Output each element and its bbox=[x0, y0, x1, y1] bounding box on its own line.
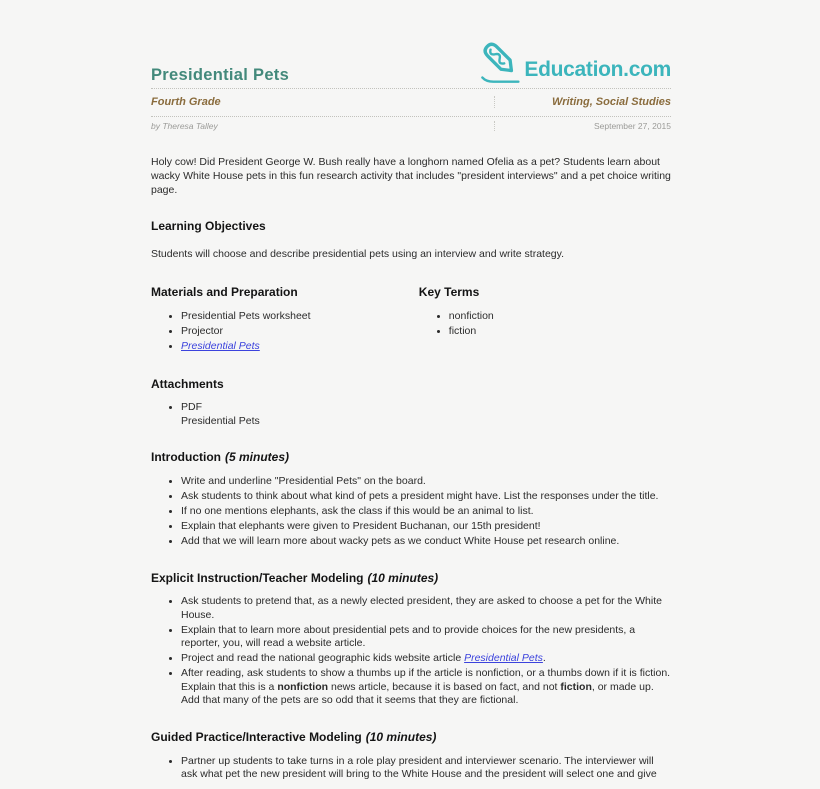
section-explicit-instruction bbox=[151, 572, 671, 708]
attachment-type: PDF bbox=[181, 401, 202, 414]
list-item bbox=[181, 340, 419, 354]
heading-time: (5 minutes) bbox=[224, 450, 289, 465]
presidential-pets-link[interactable]: Presidential Pets bbox=[464, 652, 543, 665]
section-learning-objectives bbox=[151, 220, 671, 261]
text-segment: Project and read the national geographic kids website article bbox=[181, 652, 465, 665]
lesson-description: Holy cow! Did President George W. Bush really have a longhorn named Ofelia as a pet? Students learn about wacky White House pets in this fun research activity that includes "president interviews" and a pet choice writing page. bbox=[151, 156, 671, 196]
attachment-name: Presidential Pets bbox=[181, 414, 260, 427]
heading-text: Introduction bbox=[151, 450, 221, 465]
guided-practice-heading bbox=[151, 731, 671, 745]
key-terms-heading: Key Terms bbox=[418, 284, 480, 299]
key-terms-column bbox=[419, 286, 671, 355]
list-item bbox=[181, 667, 671, 708]
presidential-pets-link[interactable]: Presidential Pets bbox=[181, 339, 260, 352]
meta-row-byline-date bbox=[151, 117, 671, 133]
text-segment: Ask students to pretend that, as a newly elected president, they are asked to choose a pet for the White House. bbox=[181, 595, 662, 621]
section-attachments bbox=[151, 378, 671, 429]
list-item: • Write and underline "Presidential Pets" on the board. bbox=[181, 475, 671, 489]
list-item: • Explain that elephants were given to President Buchanan, our 15th president! bbox=[181, 520, 671, 534]
key-terms-list bbox=[419, 310, 671, 339]
list-item: • fiction bbox=[449, 325, 671, 339]
list-item: • Add that we will learn more about wacky pets as we conduct White House pet research online. bbox=[181, 535, 671, 549]
guided-practice-list bbox=[151, 755, 671, 782]
list-item: • Projector bbox=[181, 325, 419, 339]
text-segment: Explain that to learn more about presidential pets and to provide choices for the new presidents, a reporter, you, will read a website article. bbox=[181, 623, 636, 650]
learning-objectives-text: Students will choose and describe presidential pets using an interview and write strategy. bbox=[151, 247, 565, 260]
introduction-heading bbox=[151, 451, 671, 465]
text-segment: , or made up. Add that many of the pets are so odd that it seems that they are fictional. bbox=[181, 680, 654, 707]
heading-time: (10 minutes) bbox=[365, 729, 437, 744]
materials-list bbox=[151, 310, 419, 354]
document-content bbox=[151, 38, 671, 783]
grade-label: Fourth Grade bbox=[151, 96, 221, 108]
attachment-item bbox=[181, 401, 671, 428]
attachments-heading: Attachments bbox=[151, 376, 224, 391]
list-item: • Presidential Pets worksheet bbox=[181, 310, 419, 324]
heading-text: Explicit Instruction/Teacher Modeling bbox=[151, 570, 364, 585]
explicit-instruction-heading bbox=[151, 572, 671, 586]
subjects-label: Writing, Social Studies bbox=[552, 96, 671, 108]
publish-date: September 27, 2015 bbox=[593, 121, 671, 131]
list-item: • Partner up students to take turns in a role play president and interviewer scenario. The interviewer will ask what pet the new president will bring to the White House and the president will select one and give bbox=[181, 755, 671, 782]
materials-column bbox=[151, 286, 419, 355]
education-com-logo bbox=[475, 36, 671, 84]
document-header bbox=[151, 38, 671, 88]
list-item bbox=[181, 624, 671, 651]
author-byline: by Theresa Talley bbox=[151, 121, 218, 131]
section-guided-practice bbox=[151, 731, 671, 782]
text-segment: news article, because it is based on fact, and not bbox=[328, 680, 561, 693]
list-item: • If no one mentions elephants, ask the class if this would be an animal to list. bbox=[181, 505, 671, 519]
heading-text: Guided Practice/Interactive Modeling bbox=[151, 729, 362, 744]
page-title: Presidential Pets bbox=[151, 66, 290, 84]
pencil-scribble-icon bbox=[475, 36, 523, 84]
list-item: • Ask students to think about what kind of pets a president might have. List the responses under the title. bbox=[181, 490, 671, 504]
text-segment: . bbox=[542, 652, 546, 665]
list-item: • nonfiction bbox=[449, 310, 671, 324]
attachments-list bbox=[151, 401, 671, 428]
section-introduction bbox=[151, 451, 671, 548]
learning-objectives-heading: Learning Objectives bbox=[151, 219, 266, 233]
explicit-instruction-list bbox=[151, 595, 671, 708]
logo-wordmark: Education.com bbox=[524, 58, 671, 81]
list-item bbox=[181, 652, 671, 666]
introduction-list bbox=[151, 475, 671, 549]
text-segment: nonfiction bbox=[277, 680, 329, 693]
meta-row-grade-subjects bbox=[151, 89, 671, 116]
list-item bbox=[181, 595, 671, 622]
section-materials-keyterms bbox=[151, 286, 671, 355]
text-segment: After reading, ask students to show a thumbs up if the article is nonfiction, or a thumbs down if it is fiction. Explain that this is a bbox=[181, 667, 671, 693]
text-segment: fiction bbox=[560, 680, 592, 693]
materials-heading: Materials and Preparation bbox=[151, 284, 298, 299]
heading-time: (10 minutes) bbox=[367, 570, 439, 585]
